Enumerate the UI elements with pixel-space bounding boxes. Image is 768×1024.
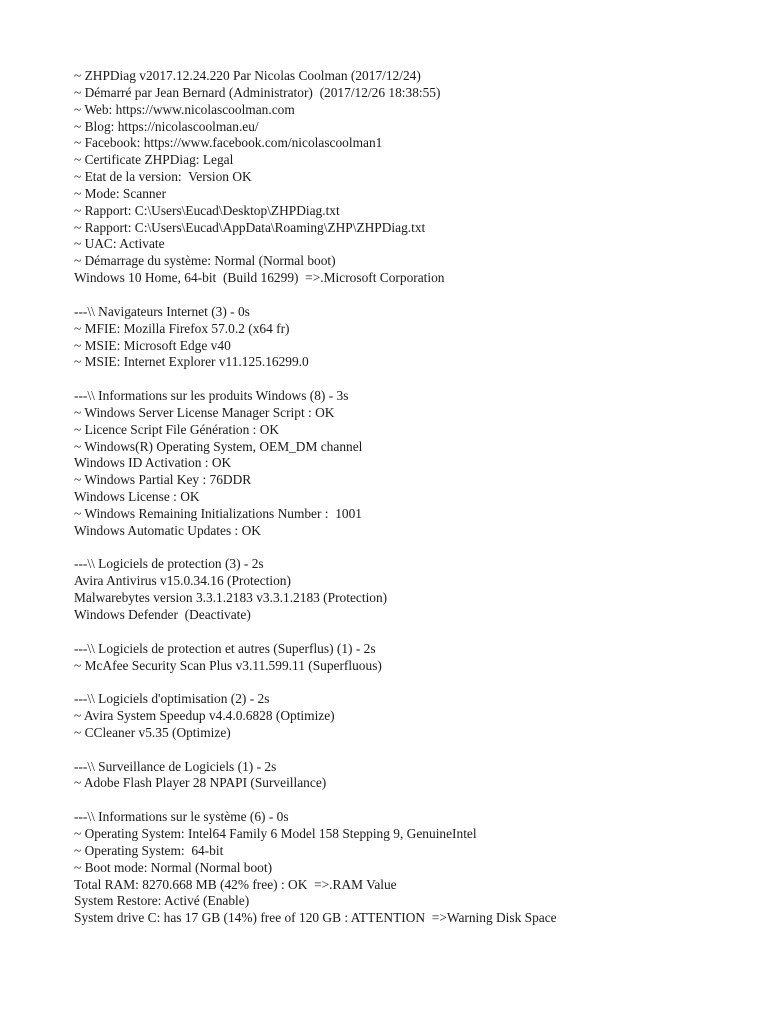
report-line: ~ Windows(R) Operating System, OEM_DM channel xyxy=(74,438,363,454)
report-line: ~ Blog: https://nicolascoolman.eu/ xyxy=(74,118,259,134)
report-line: ~ Avira System Speedup v4.4.0.6828 (Optimize) xyxy=(74,708,335,724)
report-line: Windows ID Activation : OK xyxy=(74,455,232,471)
report-line: ~ Operating System: Intel64 Family 6 Model 158 Stepping 9, GenuineIntel xyxy=(74,825,477,841)
report-line: ~ UAC: Activate xyxy=(74,236,165,252)
section-browsers xyxy=(74,304,754,371)
blank-line xyxy=(74,674,754,691)
section-windows-products xyxy=(74,388,754,540)
report-line: ~ CCleaner v5.35 (Optimize) xyxy=(74,724,231,740)
report-line: Windows Defender (Deactivate) xyxy=(74,607,251,622)
report-line: ~ MSIE: Microsoft Edge v40 xyxy=(74,337,231,353)
blank-line xyxy=(74,792,754,809)
section-system xyxy=(74,809,754,927)
report-line: ~ Windows Server License Manager Script : OK xyxy=(74,404,335,420)
section-heading: ---\\ Informations sur le système (6) - 0s xyxy=(74,809,289,825)
report-line: Malwarebytes version 3.3.1.2183 v3.3.1.2183 (Protection) xyxy=(74,590,388,606)
section-header xyxy=(74,68,754,287)
section-optimisation xyxy=(74,691,754,742)
report-line: ~ Démarré par Jean Bernard (Administrator) (2017/12/26 18:38:55) xyxy=(74,84,441,100)
report-line: ~ Facebook: https://www.facebook.com/nicolascoolman1 xyxy=(74,135,383,151)
report-line: ~ Windows Remaining Initializations Number : 1001 xyxy=(74,505,362,521)
report-line: ~ MFIE: Mozilla Firefox 57.0.2 (x64 fr) xyxy=(74,320,290,336)
report-line: ~ Rapport: C:\Users\Eucad\Desktop\ZHPDiag.txt xyxy=(74,202,340,218)
blank-line xyxy=(74,287,754,304)
blank-line xyxy=(74,371,754,388)
report-line: ~ Web: https://www.nicolascoolman.com xyxy=(74,101,295,117)
report-line: System drive C: has 17 GB (14%) free of 120 GB : ATTENTION =>Warning Disk Space xyxy=(74,910,557,926)
section-heading: ---\\ Surveillance de Logiciels (1) - 2s xyxy=(74,758,277,774)
section-heading: ---\\ Logiciels d'optimisation (2) - 2s xyxy=(74,691,270,707)
report-line: Total RAM: 8270.668 MB (42% free) : OK =>.RAM Value xyxy=(74,876,397,892)
report-line: ~ Etat de la version: Version OK xyxy=(74,169,252,185)
section-heading: ---\\ Logiciels de protection (3) - 2s xyxy=(74,556,264,572)
report-document xyxy=(74,68,754,927)
section-heading: ---\\ Navigateurs Internet (3) - 0s xyxy=(74,303,250,319)
section-heading: ---\\ Logiciels de protection et autres (Superflus) (1) - 2s xyxy=(74,640,376,656)
report-line: Windows 10 Home, 64-bit (Build 16299) =>.Microsoft Corporation xyxy=(74,270,445,286)
report-line: ~ Windows Partial Key : 76DDR xyxy=(74,472,252,488)
report-line: ~ Rapport: C:\Users\Eucad\AppData\Roaming\ZHP\ZHPDiag.txt xyxy=(74,219,426,235)
blank-line xyxy=(74,624,754,641)
section-surveillance xyxy=(74,759,754,793)
report-line: ~ Mode: Scanner xyxy=(74,185,167,201)
section-superfluous xyxy=(74,641,754,675)
report-line: ~ MSIE: Internet Explorer v11.125.16299.0 xyxy=(74,354,309,370)
report-line: Windows Automatic Updates : OK xyxy=(74,522,261,538)
blank-line xyxy=(74,540,754,557)
report-line: Windows License : OK xyxy=(74,489,200,505)
report-line: ~ ZHPDiag v2017.12.24.220 Par Nicolas Coolman (2017/12/24) xyxy=(74,68,421,83)
report-line: System Restore: Activé (Enable) xyxy=(74,893,250,909)
report-line: ~ Démarrage du système: Normal (Normal boot) xyxy=(74,253,336,269)
report-line: ~ Licence Script File Génération : OK xyxy=(74,421,280,437)
report-line: ~ McAfee Security Scan Plus v3.11.599.11 (Superfluous) xyxy=(74,657,382,673)
report-line: ~ Boot mode: Normal (Normal boot) xyxy=(74,859,273,875)
report-line: ~ Adobe Flash Player 28 NPAPI (Surveillance) xyxy=(74,775,327,791)
section-protection xyxy=(74,556,754,623)
report-line: Avira Antivirus v15.0.34.16 (Protection) xyxy=(74,573,291,589)
blank-line xyxy=(74,742,754,759)
section-heading: ---\\ Informations sur les produits Windows (8) - 3s xyxy=(74,388,349,404)
report-line: ~ Operating System: 64-bit xyxy=(74,842,224,858)
report-line: ~ Certificate ZHPDiag: Legal xyxy=(74,152,234,168)
